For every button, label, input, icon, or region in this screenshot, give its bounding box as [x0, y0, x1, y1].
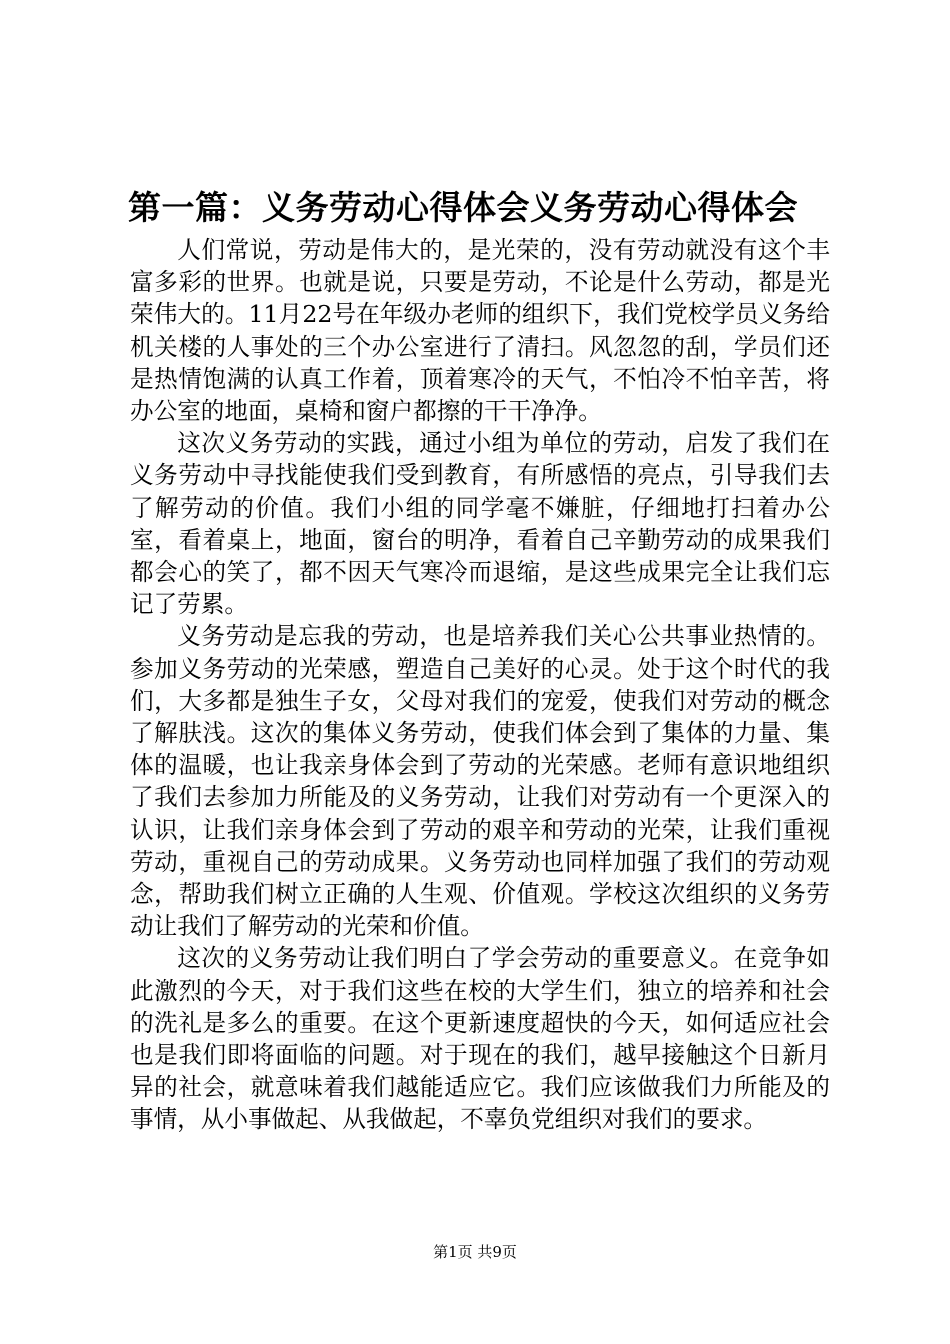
document-body [130, 234, 830, 1136]
paragraph-3: 义务劳动是忘我的劳动，也是培养我们关心公共事业热情的。参加义务劳动的光荣感，塑造自己美好的心灵。处于这个时代的我们，大多都是独生子女，父母对我们的宠爱，使我们对劳动的概念了解肤浅。这次的集体义务劳动，使我们体会到了集体的力量、集体的温暖，也让我亲身体会到了劳动的光荣感。老师有意识地组织了我们去参加力所能及的义务劳动，让我们对劳动有一个更深入的认识，让我们亲身体会到了劳动的艰辛和劳动的光荣，让我们重视劳动，重视自己的劳动成果。义务劳动也同样加强了我们的劳动观念，帮助我们树立正确的人生观、价值观。学校这次组织的义务劳动让我们了解劳动的光荣和价值。 [130, 622, 830, 941]
document-title: 第一篇：义务劳动心得体会义务劳动心得体会 [128, 188, 798, 227]
paragraph-4: 这次的义务劳动让我们明白了学会劳动的重要意义。在竞争如此激烈的今天，对于我们这些在校的大学生们，独立的培养和社会的洗礼是多么的重要。在这个更新速度超快的今天，如何适应社会也是我们即将面临的问题。对于现在的我们，越早接触这个日新月异的社会，就意味着我们越能适应它。我们应该做我们力所能及的事情，从小事做起、从我做起，不辜负党组织对我们的要求。 [130, 944, 830, 1134]
page-number-footer: 第1页 共9页 [433, 1243, 517, 1261]
paragraph-1: 人们常说，劳动是伟大的，是光荣的，没有劳动就没有这个丰富多彩的世界。也就是说，只要是劳动，不论是什么劳动，都是光荣伟大的。11月22号在年级办老师的组织下，我们党校学员义务给机关楼的人事处的三个办公室进行了清扫。风忽忽的刮，学员们还是热情饱满的认真工作着，顶着寒冷的天气，不怕冷不怕辛苦，将办公室的地面，桌椅和窗户都擦的干干净净。 [130, 236, 830, 426]
paragraph-2: 这次义务劳动的实践，通过小组为单位的劳动，启发了我们在义务劳动中寻找能使我们受到教育，有所感悟的亮点，引导我们去了解劳动的价值。我们小组的同学毫不嫌脏，仔细地打扫着办公室，看着桌上，地面，窗台的明净，看着自己辛勤劳动的成果我们都会心的笑了，都不因天气寒冷而退缩，是这些成果完全让我们忘记了劳累。 [130, 429, 830, 619]
